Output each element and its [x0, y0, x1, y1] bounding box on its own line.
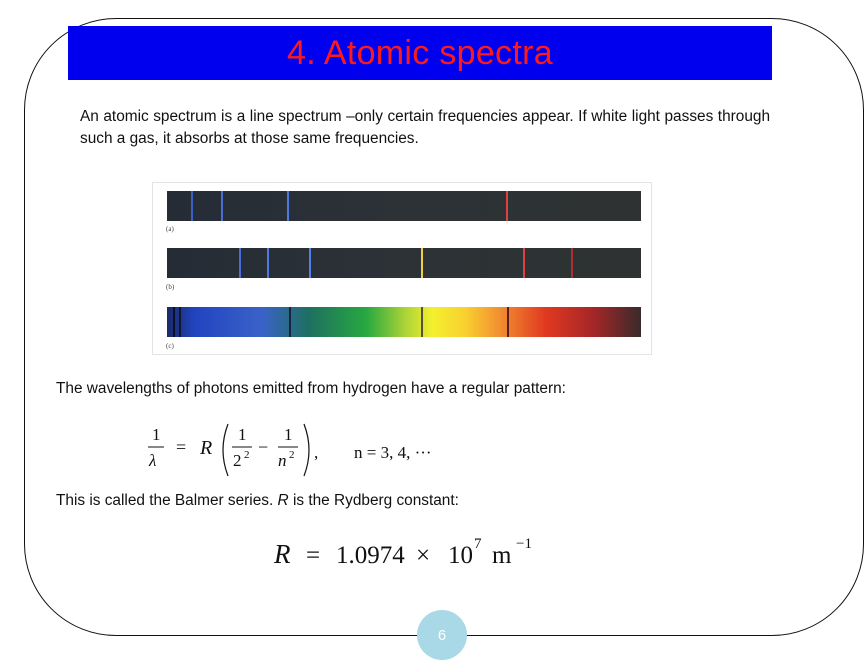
rydberg-base: 10 — [448, 542, 473, 569]
rydberg-value: 1.0974 — [336, 542, 405, 569]
rydberg-times: × — [416, 542, 431, 569]
spectrum-c-dark-line — [421, 307, 423, 337]
spectrum-b-line — [309, 248, 311, 278]
eq-right-paren — [304, 424, 309, 476]
eq-n-range: n = 3, 4, ··· — [354, 443, 432, 462]
balmer-text-r: R — [277, 492, 289, 509]
wavelength-statement: The wavelengths of photons emitted from hydrogen have a regular pattern: — [56, 380, 566, 397]
rydberg-symbol: R — [274, 539, 291, 569]
rydberg-equals: = — [306, 542, 321, 569]
eq-comma: , — [314, 443, 319, 462]
balmer-text-pre: This is called the Balmer series. — [56, 492, 278, 509]
eq-one: 1 — [152, 425, 161, 444]
eq-n: n — [278, 451, 287, 470]
balmer-statement — [56, 492, 459, 510]
spectrum-c-dark-line — [289, 307, 291, 337]
eq-two: 2 — [233, 451, 242, 470]
spectrum-c-dark-line — [507, 307, 509, 337]
rydberg-unit: m — [492, 542, 512, 569]
spectrum-c — [167, 307, 641, 337]
spectrum-c-dark-line — [173, 307, 175, 337]
intro-paragraph: An atomic spectrum is a line spectrum –only certain frequencies appear. If white light passes through such a gas, it absorbs at those same frequencies. — [80, 108, 770, 147]
eq-one-b: 1 — [284, 425, 293, 444]
spectrum-b — [167, 248, 641, 278]
spectrum-a — [167, 191, 641, 221]
spectrum-a-line — [191, 191, 193, 221]
spectra-figure — [152, 182, 652, 355]
eq-minus: − — [258, 437, 269, 457]
page-number-badge — [417, 610, 467, 660]
title-bar — [68, 26, 772, 80]
spectrum-a-label: (a) — [166, 225, 174, 233]
rydberg-constant — [270, 530, 560, 574]
spectrum-b-label: (b) — [166, 283, 175, 291]
balmer-equation — [148, 420, 458, 482]
rydberg-unit-exp: −1 — [516, 536, 532, 552]
spectrum-b-line — [239, 248, 241, 278]
spectrum-b-line — [267, 248, 269, 278]
page-number: 6 — [437, 626, 447, 644]
slide-title: 4. Atomic spectra — [287, 33, 553, 72]
eq-two-exp: 2 — [244, 449, 250, 461]
spectrum-b-line — [523, 248, 525, 278]
spectrum-b-line — [571, 248, 573, 278]
eq-equals: = — [176, 437, 187, 457]
spectra-illustration — [153, 183, 651, 354]
rydberg-exponent: 7 — [474, 536, 482, 552]
spectrum-b-line — [421, 248, 423, 278]
spectrum-c-dark-line — [179, 307, 181, 337]
spectrum-a-line — [221, 191, 223, 221]
eq-r: R — [200, 437, 213, 459]
spectrum-c-label: (c) — [166, 342, 174, 350]
balmer-text-post: is the Rydberg constant: — [288, 492, 459, 509]
spectrum-a-line — [506, 191, 508, 221]
eq-left-paren — [223, 424, 228, 476]
spectrum-a-line — [287, 191, 289, 221]
eq-lambda: λ — [149, 451, 157, 470]
eq-n-exp: 2 — [289, 449, 295, 461]
eq-one-a: 1 — [238, 425, 247, 444]
